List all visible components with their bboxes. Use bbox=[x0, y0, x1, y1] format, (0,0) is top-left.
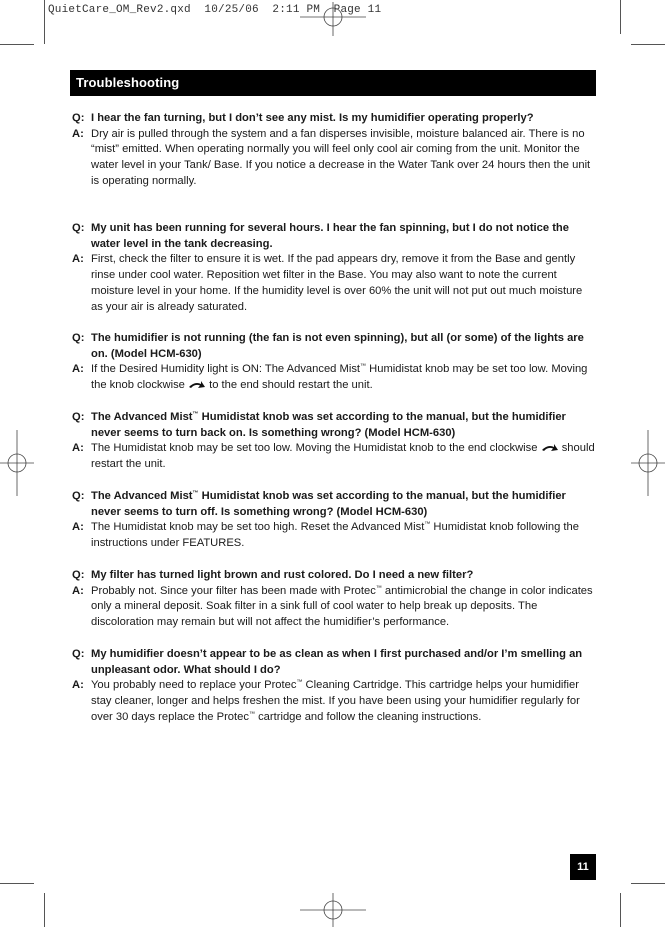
crop-mark-top-left-h bbox=[0, 44, 34, 45]
answer-text-part: Humidistat knob following the instructions under FEATURES. bbox=[91, 521, 579, 550]
faq-answer bbox=[72, 362, 596, 393]
clockwise-arrow-icon bbox=[541, 443, 559, 452]
registration-mark-bottom bbox=[300, 893, 366, 927]
answer-label: A: bbox=[72, 442, 84, 455]
faq-answer bbox=[72, 520, 596, 551]
faq-item bbox=[72, 489, 596, 552]
answer-label: A: bbox=[72, 363, 84, 376]
faq-question bbox=[72, 489, 596, 520]
answer-text-part: cartridge and follow the cleaning instructions. bbox=[254, 710, 482, 723]
answer-text-part: If the Desired Humidity light is ON: The Advanced Mist bbox=[91, 363, 361, 376]
faq-item bbox=[72, 647, 596, 726]
question-label: Q: bbox=[72, 112, 85, 124]
crop-mark-top-left-v bbox=[44, 0, 45, 44]
faq-answer bbox=[72, 441, 596, 472]
question-text-part: The Advanced Mist bbox=[91, 411, 193, 423]
faq-question bbox=[72, 331, 596, 362]
answer-label: A: bbox=[72, 584, 84, 597]
answer-text-part: You probably need to replace your Protec bbox=[91, 679, 297, 692]
answer-text-part: should restart the unit. bbox=[91, 442, 595, 471]
faq-question bbox=[72, 111, 596, 127]
answer-label: A: bbox=[72, 253, 84, 266]
faq-question bbox=[72, 221, 596, 252]
question-text-part: Humidistat knob was set according to the manual, but the humidifier never seems to turn off. Is something wrong? (Model HCM-630) bbox=[91, 490, 566, 518]
crop-mark-top-right-v bbox=[620, 0, 621, 34]
faq-item bbox=[72, 568, 596, 631]
section-header-bar bbox=[70, 70, 596, 96]
clockwise-arrow-icon bbox=[188, 380, 206, 389]
faq-item bbox=[72, 111, 596, 190]
faq-answer bbox=[72, 127, 596, 190]
trademark-symbol: ™ bbox=[192, 411, 199, 418]
registration-mark-top bbox=[300, 2, 366, 36]
trademark-symbol: ™ bbox=[424, 521, 431, 528]
crop-mark-bottom-right-v bbox=[620, 893, 621, 927]
faq-answer bbox=[72, 678, 596, 725]
question-text: My unit has been running for several hours. I hear the fan spinning, but I do not notice the water level in the tank decreasing. bbox=[91, 222, 569, 250]
faq-question bbox=[72, 647, 596, 678]
answer-text-part: antimicrobial the change in color indicates only a mineral deposit. Soak filter in a sink full of cool water to help break up deposits. The discoloration may remain but will not affect the humidifier’s performance. bbox=[91, 584, 593, 629]
faq-answer bbox=[72, 252, 596, 315]
trademark-symbol: ™ bbox=[192, 490, 199, 497]
file-slug: QuietCare_OM_Rev2.qxd 10/25/06 2:11 PM Page 11 bbox=[48, 4, 382, 16]
trademark-symbol: ™ bbox=[375, 584, 382, 591]
crop-mark-top-right-h bbox=[631, 44, 665, 45]
answer-text-part: Humidistat knob may be set too low. Moving the knob clockwise bbox=[91, 363, 588, 392]
question-text: The humidifier is not running (the fan is not even spinning), but all (or some) of the lights are on. (Model HCM-630) bbox=[91, 332, 584, 360]
faq-item bbox=[72, 331, 596, 394]
answer-text-part: to the end should restart the unit. bbox=[206, 379, 373, 392]
answer-text-part: Cleaning Cartridge. This cartridge helps your humidifier stay cleaner, longer and helps freshen the mist. If you have been using your humidifier regularly for over 30 days replace the Protec bbox=[91, 679, 580, 723]
question-text: I hear the fan turning, but I don’t see any mist. Is my humidifier operating properly? bbox=[91, 112, 534, 124]
trademark-symbol: ™ bbox=[248, 711, 255, 718]
faq-item bbox=[72, 221, 596, 315]
question-text: My humidifier doesn’t appear to be as clean as when I first purchased and/or I’m smelling an unpleasant odor. What should I do? bbox=[91, 648, 583, 676]
registration-mark-left bbox=[0, 430, 34, 496]
crop-mark-bottom-left-h bbox=[0, 883, 34, 884]
faq-answer bbox=[72, 584, 596, 631]
answer-text-part: The Humidistat knob may be set too low. Moving the Humidistat knob to the end clockwise bbox=[91, 442, 541, 455]
crop-mark-bottom-left-v bbox=[44, 893, 45, 927]
faq-item bbox=[72, 410, 596, 473]
page-number: 11 bbox=[570, 854, 596, 880]
answer-label: A: bbox=[72, 127, 84, 140]
answer-text: Dry air is pulled through the system and a fan disperses invisible, moisture balanced air. There is no “mist” emitted. When operating normally you will feel only cool air coming from the unit. Monitor the water level in your Tank/ Base. If you notice a decrease in the Water Tank over 24 hours then the unit is operating normally. bbox=[91, 127, 591, 187]
section-title: Troubleshooting bbox=[76, 75, 180, 90]
faq-question bbox=[72, 568, 596, 584]
question-label: Q: bbox=[72, 222, 85, 234]
question-label: Q: bbox=[72, 411, 85, 423]
question-text-part: The Advanced Mist bbox=[91, 490, 193, 502]
answer-label: A: bbox=[72, 679, 84, 692]
answer-text: First, check the filter to ensure it is wet. If the pad appears dry, remove it from the Base and gently rinse under cool water. Reposition wet filter in the Base. You may also want to note the current moisture level in your home. If the humidity level is over 60% the unit will not put out much moisture as your air is already saturated. bbox=[91, 253, 583, 313]
registration-mark-right bbox=[631, 430, 665, 496]
question-text: My filter has turned light brown and rust colored. Do I need a new filter? bbox=[91, 569, 474, 581]
question-label: Q: bbox=[72, 490, 85, 502]
trademark-symbol: ™ bbox=[360, 363, 367, 370]
question-text-part: Humidistat knob was set according to the manual, but the humidifier never seems to turn back on. Is something wrong? (Model HCM-630) bbox=[91, 411, 566, 439]
crop-mark-bottom-right-h bbox=[631, 883, 665, 884]
answer-label: A: bbox=[72, 521, 84, 534]
question-label: Q: bbox=[72, 648, 85, 660]
answer-text-part: Probably not. Since your filter has been made with Protec bbox=[91, 584, 376, 597]
question-label: Q: bbox=[72, 332, 85, 344]
faq-question bbox=[72, 410, 596, 441]
trademark-symbol: ™ bbox=[296, 679, 303, 686]
answer-text-part: The Humidistat knob may be set too high. Reset the Advanced Mist bbox=[91, 521, 425, 534]
question-label: Q: bbox=[72, 569, 85, 581]
